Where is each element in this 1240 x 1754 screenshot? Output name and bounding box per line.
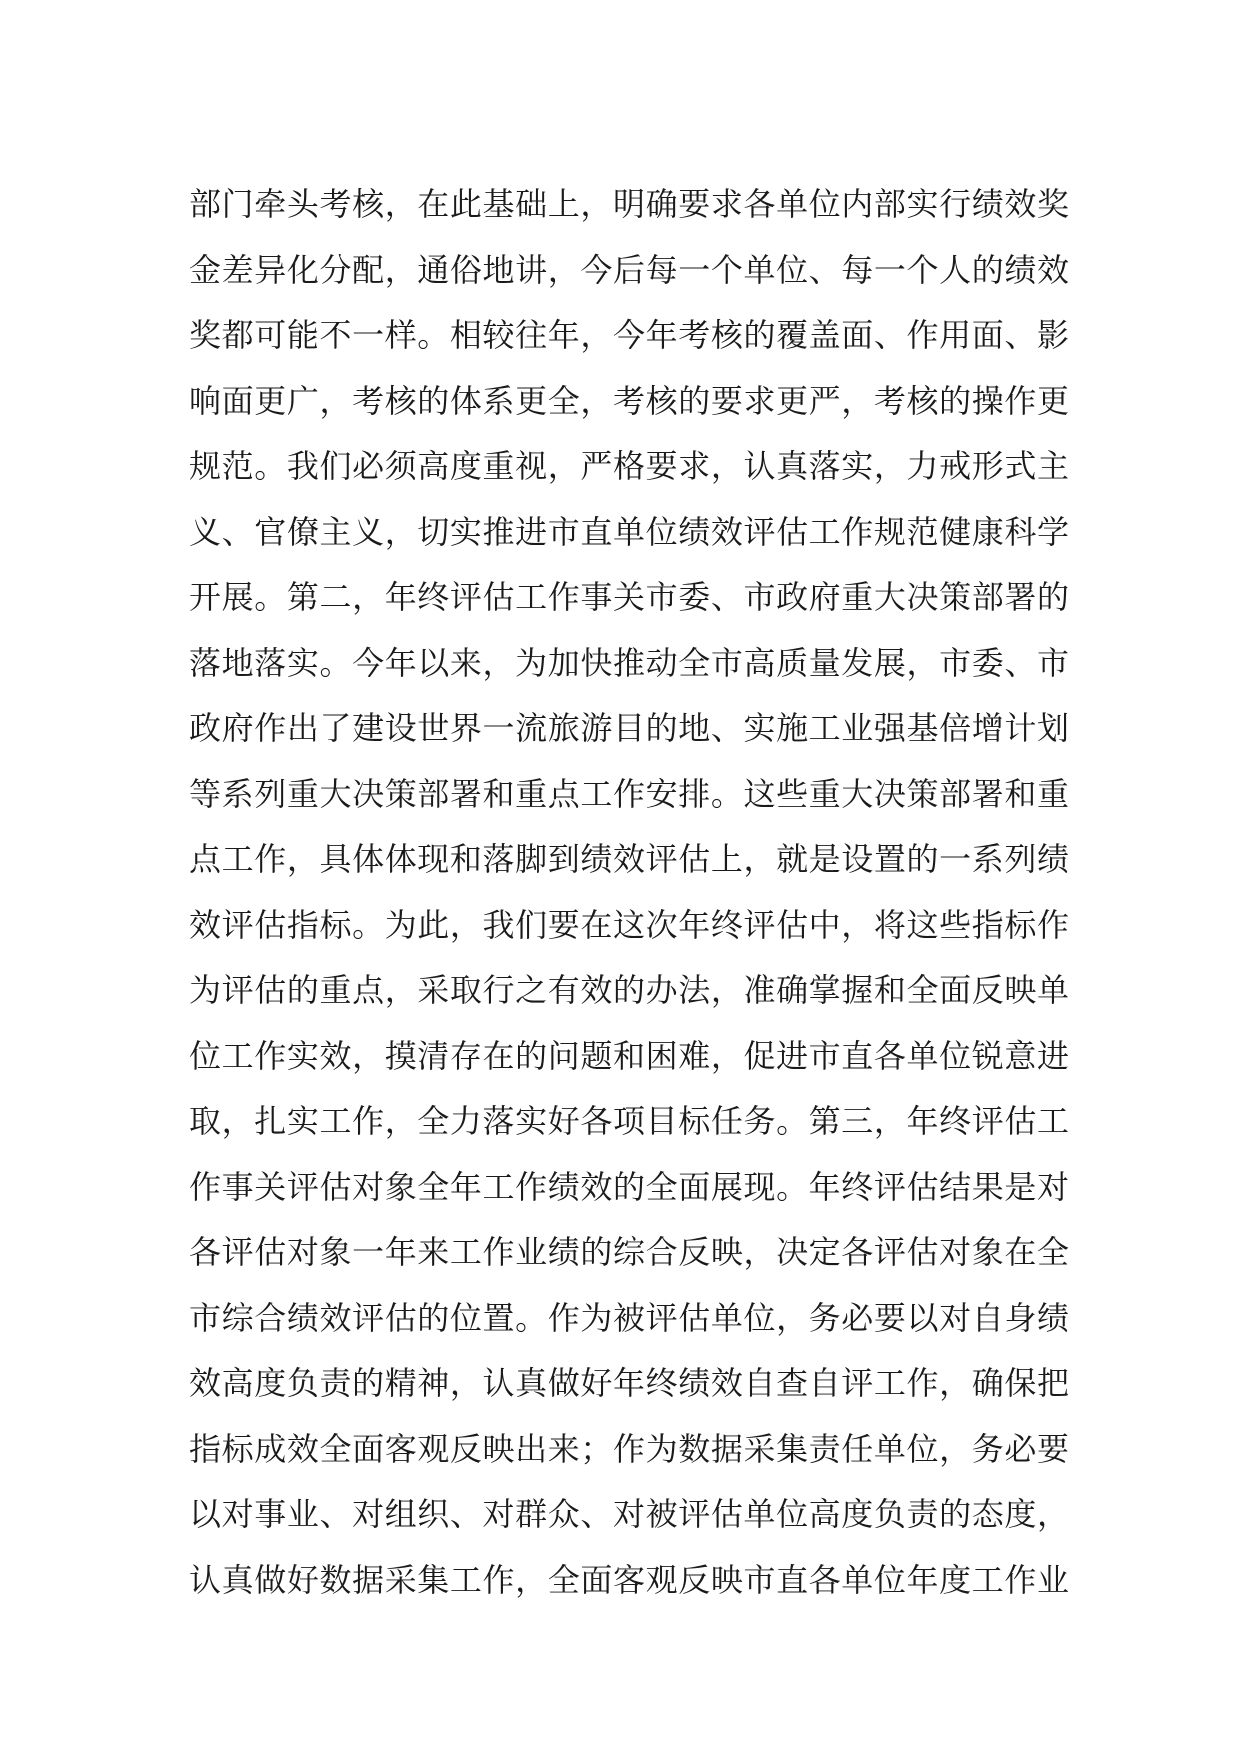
body-text — [189, 172, 1069, 1613]
text-line: 位工作实效，摸清存在的问题和困难，促进市直各单位锐意进 — [189, 1036, 1069, 1075]
text-line: 以对事业、对组织、对群众、对被评估单位高度负责的态度， — [189, 1495, 1069, 1533]
text-line: 政府作出了建设世界一流旅游目的地、实施工业强基倍增计划 — [189, 709, 1069, 747]
text-line: 落地落实。今年以来，为加快推动全市高质量发展，市委、市 — [189, 643, 1069, 682]
text-line: 为评估的重点，采取行之有效的办法，准确掌握和全面反映单 — [189, 971, 1069, 1009]
text-line: 指标成效全面客观反映出来；作为数据采集责任单位，务必要 — [189, 1429, 1069, 1468]
text-line: 奖都可能不一样。相较往年，今年考核的覆盖面、作用面、影 — [189, 316, 1069, 354]
text-line: 义、官僚主义，切实推进市直单位绩效评估工作规范健康科学 — [189, 512, 1069, 551]
text-line: 作事关评估对象全年工作绩效的全面展现。年终评估结果是对 — [189, 1167, 1069, 1206]
text-line: 效高度负责的精神，认真做好年终绩效自查自评工作，确保把 — [189, 1364, 1069, 1402]
text-line: 效评估指标。为此，我们要在这次年终评估中，将这些指标作 — [189, 905, 1069, 944]
text-line: 规范。我们必须高度重视，严格要求，认真落实，力戒形式主 — [189, 447, 1069, 485]
text-line: 各评估对象一年来工作业绩的综合反映，决定各评估对象在全 — [189, 1233, 1069, 1271]
text-line: 金差异化分配，通俗地讲，今后每一个单位、每一个人的绩效 — [189, 250, 1069, 289]
text-line: 市综合绩效评估的位置。作为被评估单位，务必要以对自身绩 — [189, 1298, 1069, 1337]
text-line: 等系列重大决策部署和重点工作安排。这些重大决策部署和重 — [189, 774, 1069, 813]
text-line: 取，扎实工作，全力落实好各项目标任务。第三，年终评估工 — [189, 1102, 1069, 1140]
text-line: 开展。第二，年终评估工作事关市委、市政府重大决策部署的 — [189, 578, 1069, 616]
text-line: 点工作，具体体现和落脚到绩效评估上，就是设置的一系列绩 — [189, 840, 1069, 878]
text-line: 响面更广，考核的体系更全，考核的要求更严，考核的操作更 — [189, 381, 1069, 420]
text-line: 部门牵头考核，在此基础上，明确要求各单位内部实行绩效奖 — [189, 185, 1069, 223]
text-line: 认真做好数据采集工作，全面客观反映市直各单位年度工作业 — [189, 1560, 1069, 1599]
